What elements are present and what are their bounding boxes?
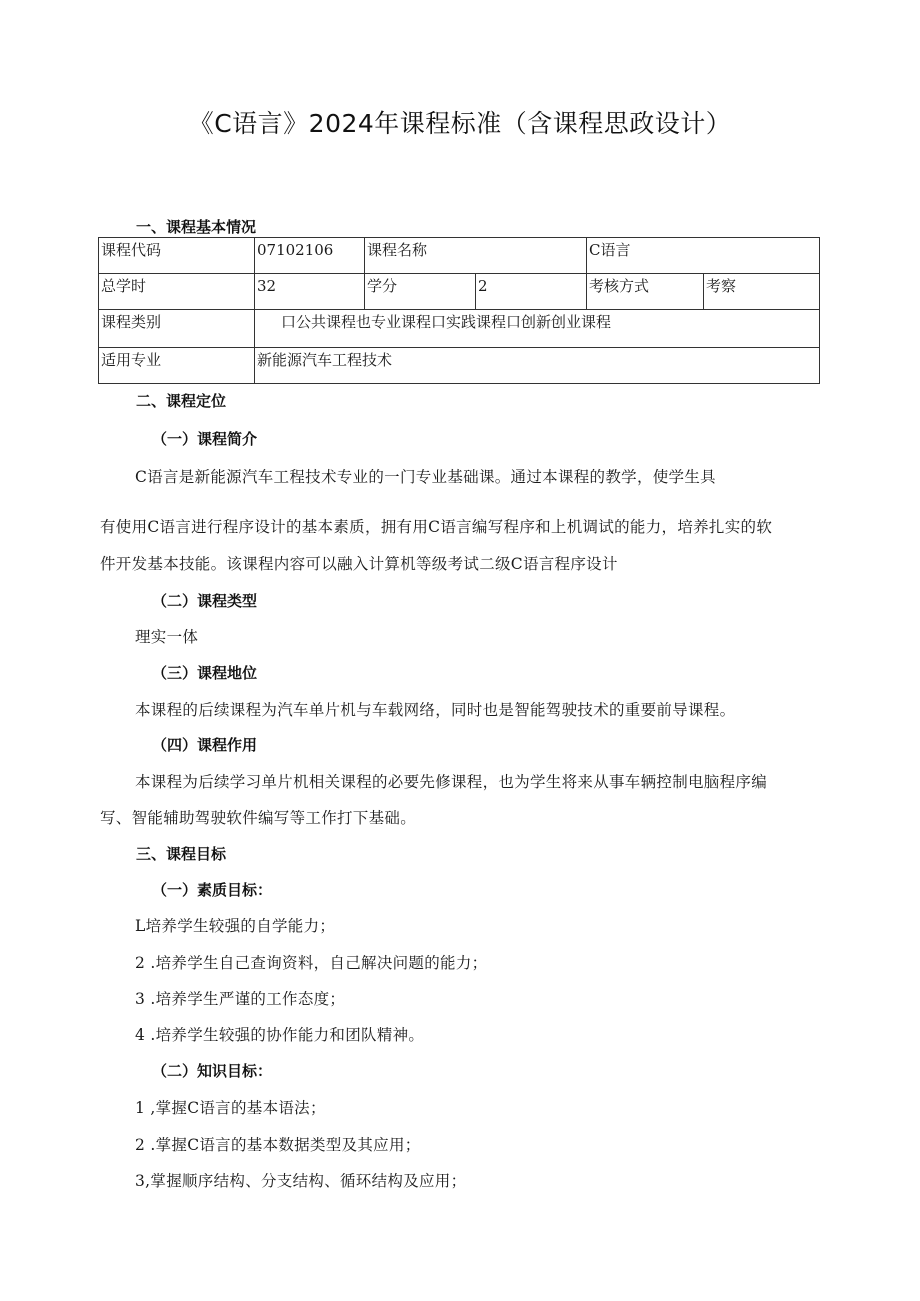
role-line-1: 本课程为后续学习单片机相关课程的必要先修课程，也为学生将来从事车辆控制电脑程序编 [135, 773, 768, 791]
section-heading-goals: 三、课程目标 [136, 845, 227, 863]
value-course-name: C语言 [587, 238, 820, 274]
label-total-hours: 总学时 [99, 274, 255, 310]
value-credits: 2 [476, 274, 587, 310]
list-item: 1 ,掌握C语言的基本语法； [135, 1099, 326, 1117]
value-course-code: 07102106 [255, 238, 365, 274]
list-item: L培养学生较强的自学能力； [135, 917, 336, 935]
value-course-category: 口公共课程也专业课程口实践课程口创新创业课程 [255, 310, 820, 348]
label-course-category: 课程类别 [99, 310, 255, 348]
list-item: 4 .培养学生较强的协作能力和团队精神。 [135, 1026, 425, 1044]
value-applicable-major: 新能源汽车工程技术 [255, 348, 820, 384]
list-item: 2 .掌握C语言的基本数据类型及其应用； [135, 1136, 421, 1154]
label-course-name: 课程名称 [365, 238, 587, 274]
page-title: 《C语言》2024年课程标准（含课程思政设计） [188, 109, 732, 138]
list-item: 2 .培养学生自己查询资料，自己解决问题的能力； [135, 954, 488, 972]
course-info-table [98, 237, 820, 384]
role-line-2: 写、智能辅助驾驶软件编写等工作打下基础。 [100, 809, 417, 827]
list-item: 3,掌握顺序结构、分支结构、循环结构及应用； [135, 1172, 467, 1190]
intro-line-2: 有使用C语言进行程序设计的基本素质，拥有用C语言编写程序和上机调试的能力，培养扎实的软 [100, 518, 773, 536]
subheading-type: （二）课程类型 [152, 592, 258, 610]
label-credits: 学分 [365, 274, 476, 310]
intro-line-3: 件开发基本技能。该课程内容可以融入计算机等级考试二级C语言程序设计 [100, 555, 618, 573]
list-item: 3 .培养学生严谨的工作态度； [135, 990, 346, 1008]
subheading-status: （三）课程地位 [152, 664, 258, 682]
label-course-code: 课程代码 [99, 238, 255, 274]
table-row [99, 274, 820, 310]
table-row [99, 348, 820, 384]
label-assessment: 考核方式 [587, 274, 704, 310]
status-text: 本课程的后续课程为汽车单片机与车载网络，同时也是智能驾驶技术的重要前导课程。 [135, 701, 736, 719]
type-text: 理实一体 [135, 628, 199, 646]
section-heading-basic-info: 一、课程基本情况 [136, 218, 257, 236]
table-row [99, 310, 820, 348]
subheading-quality-goals: （一）素质目标： [152, 881, 273, 899]
value-total-hours: 32 [255, 274, 365, 310]
section-heading-positioning: 二、课程定位 [136, 392, 227, 410]
subheading-knowledge-goals: （二）知识目标： [152, 1062, 273, 1080]
label-applicable-major: 适用专业 [99, 348, 255, 384]
subheading-role: （四）课程作用 [152, 736, 258, 754]
table-row [99, 238, 820, 274]
value-assessment: 考察 [704, 274, 820, 310]
subheading-intro: （一）课程简介 [152, 430, 258, 448]
intro-line-1: C语言是新能源汽车工程技术专业的一门专业基础课。通过本课程的教学，使学生具 [135, 468, 716, 486]
